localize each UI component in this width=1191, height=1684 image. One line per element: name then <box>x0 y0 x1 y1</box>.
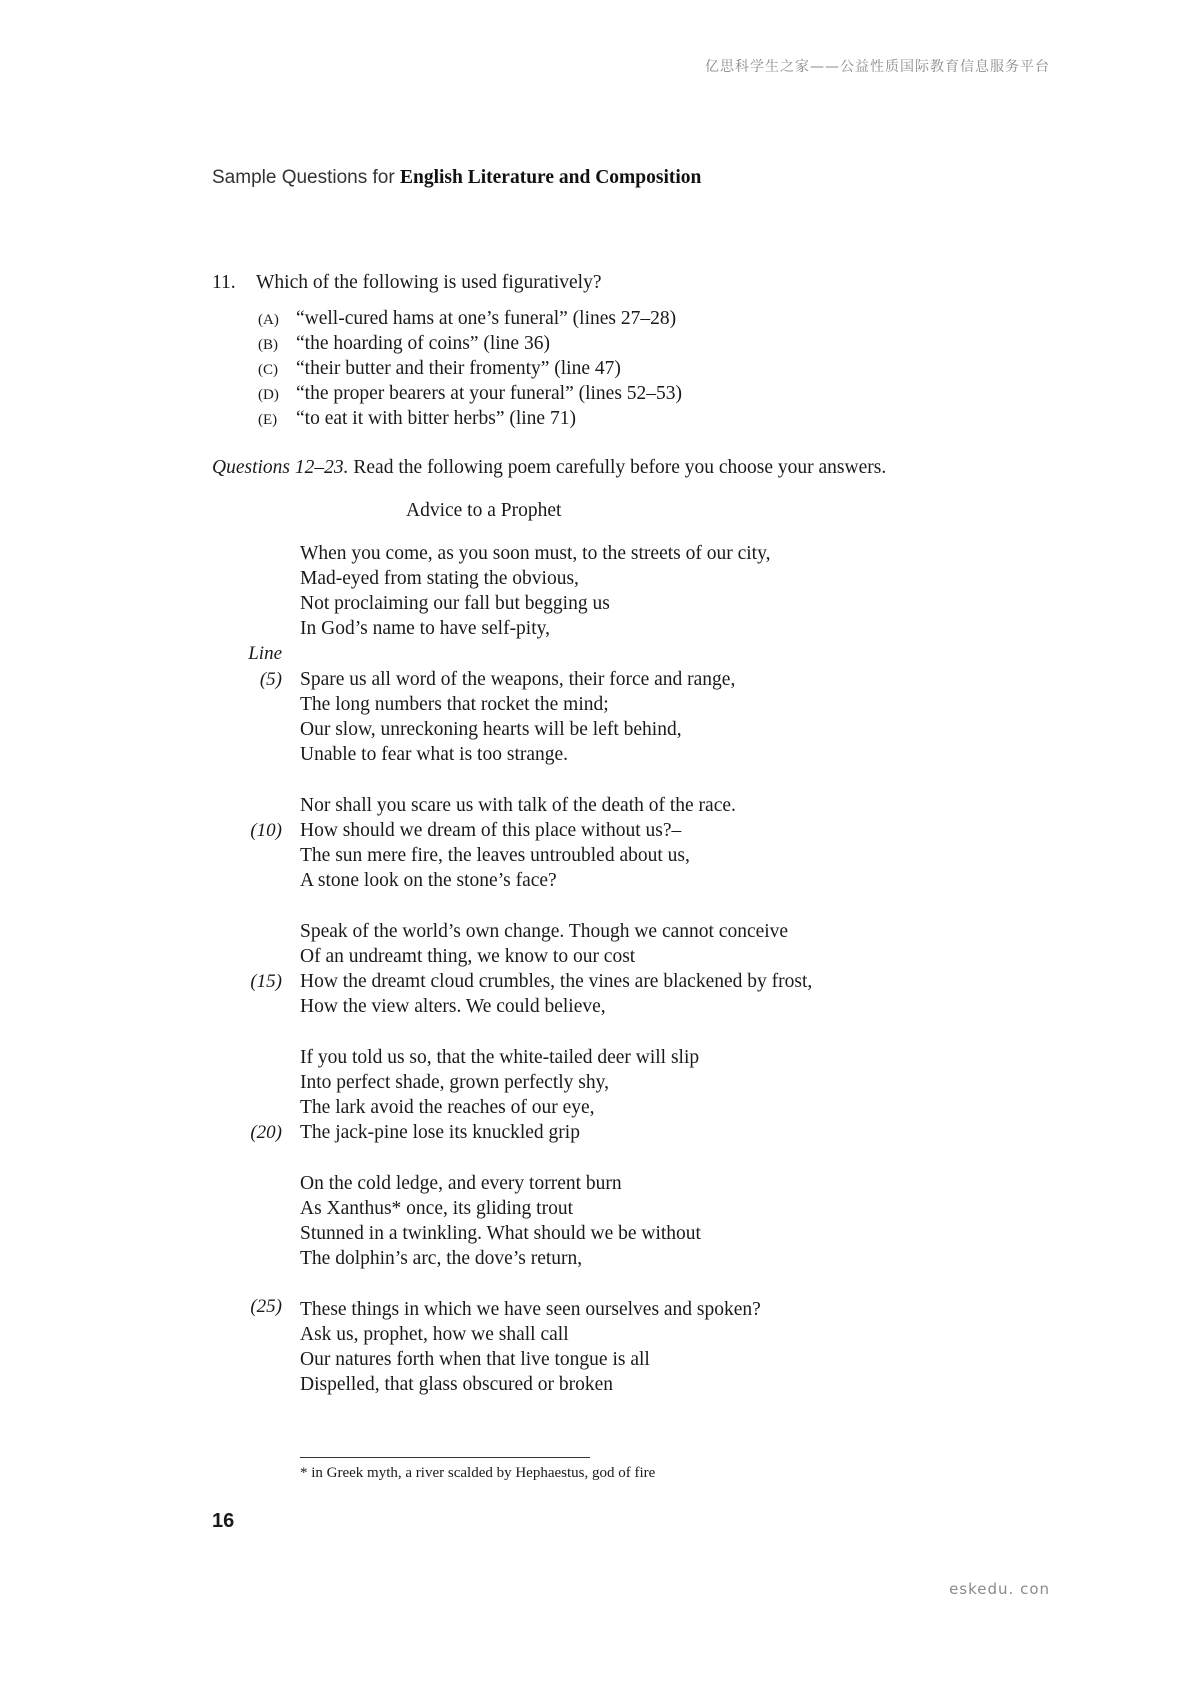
poem-line: Spare us all word of the weapons, their force and range, <box>300 669 736 690</box>
poem-line: Into perfect shade, grown perfectly shy, <box>300 1072 609 1093</box>
choice-letter: (A) <box>258 312 279 328</box>
watermark-bottom: eskedu. con <box>949 1580 1050 1598</box>
choice-letter: (C) <box>258 362 278 378</box>
choice-letter: (E) <box>258 412 278 428</box>
poem-line: How the view alters. We could believe, <box>300 996 606 1017</box>
poem-line: As Xanthus* once, its gliding trout <box>300 1198 573 1219</box>
poem-line: If you told us so, that the white-tailed deer will slip <box>300 1047 700 1068</box>
line-number-10: (10) <box>250 820 282 841</box>
poem-line: A stone look on the stone’s face? <box>300 870 557 891</box>
choice-text: “well-cured hams at one’s funeral” (lines 27–28) <box>296 308 677 329</box>
poem-line: The sun mere fire, the leaves untroubled about us, <box>300 845 690 866</box>
poem-line: The long numbers that rocket the mind; <box>300 694 609 715</box>
watermark-top: 亿思科学生之家——公益性质国际教育信息服务平台 <box>705 59 1050 75</box>
poem-line: Nor shall you scare us with talk of the death of the race. <box>300 795 736 816</box>
poem-line: In God’s name to have self-pity, <box>300 618 551 639</box>
poem-line: Mad-eyed from stating the obvious, <box>300 568 579 589</box>
poem-line: Of an undreamt thing, we know to our cost <box>300 946 636 967</box>
poem-line: The dolphin’s arc, the dove’s return, <box>300 1248 583 1269</box>
poem-line: Speak of the world’s own change. Though we cannot conceive <box>300 921 789 942</box>
poem-line: Unable to fear what is too strange. <box>300 744 569 765</box>
header-prefix: Sample Questions for <box>212 167 395 188</box>
choice-letter: (D) <box>258 387 279 403</box>
poem-line: These things in which we have seen ourselves and spoken? <box>300 1299 761 1320</box>
choice-letter: (B) <box>258 337 278 353</box>
poem-line: How the dreamt cloud crumbles, the vines are blackened by frost, <box>300 971 813 992</box>
question-number: 11. <box>212 272 236 293</box>
poem-line: Not proclaiming our fall but begging us <box>300 593 610 614</box>
line-label: Line <box>248 643 282 664</box>
question-stem: Which of the following is used figuratively? <box>256 272 602 293</box>
choice-text: “the hoarding of coins” (line 36) <box>296 333 550 354</box>
line-number-20: (20) <box>250 1122 282 1143</box>
poem-title: Advice to a Prophet <box>406 500 562 521</box>
poem-line: Our natures forth when that live tongue is all <box>300 1349 650 1370</box>
poem-line: Our slow, unreckoning hearts will be left behind, <box>300 719 682 740</box>
poem-line: The lark avoid the reaches of our eye, <box>300 1097 595 1118</box>
poem-line: On the cold ledge, and every torrent burn <box>300 1173 622 1194</box>
line-number-25: (25) <box>250 1296 282 1317</box>
poem-line: How should we dream of this place without us?– <box>300 820 682 841</box>
line-number-5: (5) <box>259 669 282 690</box>
poem-line: Stunned in a twinkling. What should we be without <box>300 1223 701 1244</box>
poem-line: When you come, as you soon must, to the streets of our city, <box>300 543 771 564</box>
page-number: 16 <box>212 1510 235 1532</box>
choice-text: “the proper bearers at your funeral” (lines 52–53) <box>296 383 683 404</box>
choice-text: “to eat it with bitter herbs” (line 71) <box>296 408 576 429</box>
choice-text: “their butter and their fromenty” (line 47) <box>296 358 621 379</box>
line-number-15: (15) <box>250 971 282 992</box>
footnote-rule <box>300 1457 590 1458</box>
instructions-text: Read the following poem carefully before you choose your answers. <box>348 457 887 478</box>
poem-line: Dispelled, that glass obscured or broken <box>300 1374 614 1395</box>
footnote: * in Greek myth, a river scalded by Hephaestus, god of fire <box>300 1465 656 1481</box>
poem-line: Ask us, prophet, how we shall call <box>300 1324 569 1345</box>
question-range: Questions 12–23. <box>212 457 349 478</box>
header-subject: English Literature and Composition <box>399 167 702 188</box>
poem-line: The jack-pine lose its knuckled grip <box>300 1122 580 1143</box>
